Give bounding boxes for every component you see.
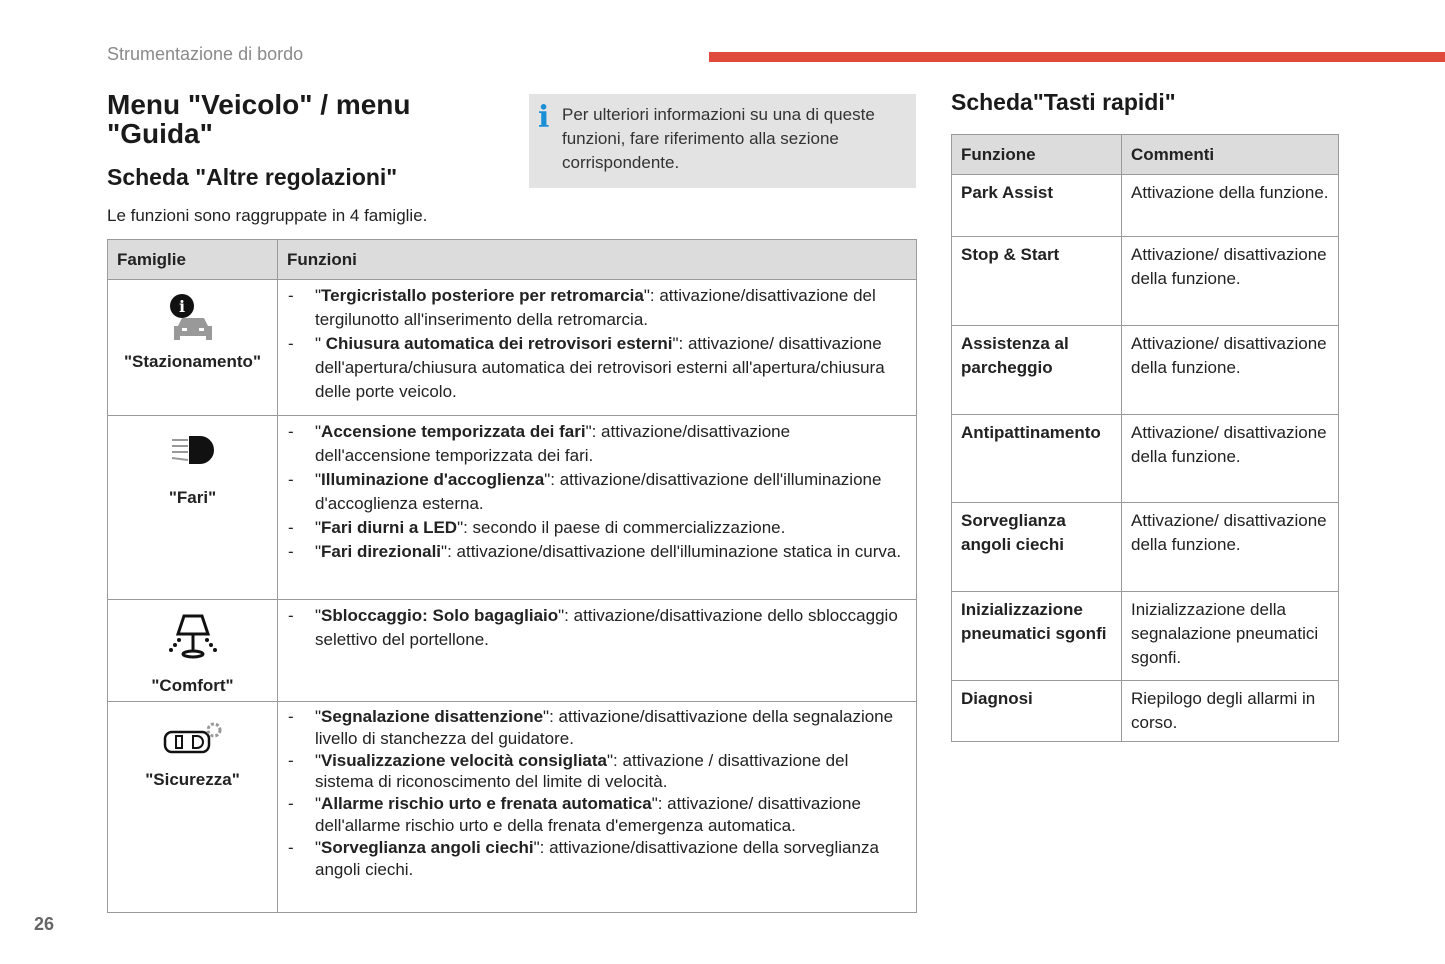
family-cell <box>108 600 278 702</box>
headlight-icon <box>170 434 216 466</box>
family-label: "Comfort" <box>151 676 234 695</box>
function-text: ": attivazione/disattivazione del tergilunotto all'inserimento della retromarcia. <box>315 286 876 329</box>
function-text: " <box>315 707 322 726</box>
function-text: Accensione temporizzata dei fari <box>321 422 586 441</box>
function-comment: Attivazione/ disattivazione della funzione. <box>1122 237 1339 326</box>
function-text: Sorveglianza angoli ciechi <box>321 837 534 857</box>
function-item <box>286 604 904 652</box>
running-header: Strumentazione di bordo <box>107 44 304 64</box>
right-section-title: Scheda"Tasti rapidi" <box>951 89 1176 115</box>
lamp-icon <box>164 612 222 662</box>
table-row <box>952 326 1339 415</box>
function-item <box>286 420 904 468</box>
section-subtitle: Scheda "Altre regolazioni" <box>107 164 398 190</box>
function-text: " <box>315 542 322 561</box>
function-text: Sbloccaggio: Solo bagagliaio <box>321 606 559 625</box>
header-funzione: Funzione <box>952 135 1122 175</box>
intro-text: Le funzioni sono raggruppate in 4 famiglie. <box>107 206 428 225</box>
function-text: ": secondo il paese di commercializzazione. <box>457 518 786 537</box>
family-label: "Fari" <box>168 488 217 507</box>
info-box <box>529 94 916 188</box>
page-title: Menu "Veicolo" / menu "Guida" <box>107 89 411 149</box>
family-label: "Sicurezza" <box>145 770 240 789</box>
function-item <box>286 332 904 404</box>
car-gear-icon <box>162 720 224 756</box>
table-row <box>952 237 1339 326</box>
function-text: " <box>315 837 322 857</box>
function-text: " <box>315 286 322 305</box>
function-comment: Attivazione/ disattivazione della funzione. <box>1122 326 1339 415</box>
function-text: ": attivazione/disattivazione dello sbloccaggio selettivo del portellone. <box>315 606 898 649</box>
accent-bar <box>709 52 1445 62</box>
function-item <box>286 837 904 881</box>
function-text: Segnalazione disattenzione <box>321 707 544 726</box>
functions-cell <box>278 702 917 913</box>
function-item <box>286 706 904 750</box>
function-text: " <box>315 606 322 625</box>
function-name: Stop & Start <box>952 237 1122 326</box>
function-name: Antipattinamento <box>952 415 1122 503</box>
table-row <box>952 503 1339 592</box>
function-name: Inizializzazione pneumatici sgonfi <box>952 592 1122 681</box>
function-text: " <box>315 422 322 441</box>
functions-cell <box>278 600 917 702</box>
shortcuts-table <box>951 134 1339 742</box>
function-text: ": attivazione/disattivazione della sorveglianza angoli ciechi. <box>315 837 879 879</box>
table-row <box>952 175 1339 237</box>
function-comment: Inizializzazione della segnalazione pneumatici sgonfi. <box>1122 592 1339 681</box>
function-text: " <box>315 518 322 537</box>
info-text: Per ulteriori informazioni su una di queste funzioni, fare riferimento alla sezione corrispondente. <box>562 105 875 172</box>
family-cell <box>108 702 278 913</box>
function-text: Illuminazione d'accoglienza <box>321 470 545 489</box>
family-cell <box>108 280 278 416</box>
function-comment: Attivazione/ disattivazione della funzione. <box>1122 415 1339 503</box>
function-text: ": attivazione/ disattivazione dell'apertura/chiusura automatica dei retrovisori esterni all'apertura/chiusura delle porte veicolo. <box>315 334 885 401</box>
function-name: Park Assist <box>952 175 1122 237</box>
function-name: Diagnosi <box>952 681 1122 742</box>
function-text: ": attivazione/ disattivazione dell'allarme rischio urto e della frenata d'emergenza automatica. <box>315 794 861 835</box>
function-item <box>286 468 904 516</box>
table-row <box>952 592 1339 681</box>
function-text: " <box>315 794 322 814</box>
function-text: ": attivazione/disattivazione dell'illuminazione d'accoglienza esterna. <box>315 470 882 513</box>
function-item <box>286 284 904 332</box>
function-text: Visualizzazione velocità consigliata <box>321 750 608 770</box>
function-text: Allarme rischio urto e frenata automatica <box>321 794 652 814</box>
family-cell <box>108 416 278 600</box>
function-text: " <box>315 750 322 770</box>
info-icon: i <box>538 100 550 135</box>
svg-text:i: i <box>178 297 185 316</box>
table-row <box>952 415 1339 503</box>
header-commenti: Commenti <box>1122 135 1339 175</box>
function-comment: Riepilogo degli allarmi in corso. <box>1122 681 1339 742</box>
functions-cell <box>278 416 917 600</box>
function-text: Chiusura automatica dei retrovisori esterni <box>325 334 673 353</box>
families-table <box>107 239 917 913</box>
header-famiglie: Famiglie <box>108 240 278 280</box>
header-funzioni: Funzioni <box>278 240 917 280</box>
function-text: Fari diurni a LED <box>321 518 458 537</box>
function-item <box>286 516 904 540</box>
table-row <box>952 681 1339 742</box>
page-number: 26 <box>34 914 55 934</box>
function-comment: Attivazione/ disattivazione della funzione. <box>1122 503 1339 592</box>
function-item <box>286 793 904 837</box>
family-label: "Stazionamento" <box>123 352 262 371</box>
function-text: Fari direzionali <box>321 542 442 561</box>
function-text: Tergicristallo posteriore per retromarcia <box>321 286 644 305</box>
function-text: ": attivazione/disattivazione della segnalazione livello di stanchezza del guidatore. <box>315 707 894 748</box>
function-text: " <box>315 334 326 353</box>
car-info-icon <box>168 292 218 344</box>
function-item <box>286 540 904 564</box>
function-text: ": attivazione / disattivazione del sistema di riconoscimento del limite di velocità. <box>315 750 849 792</box>
function-name: Assistenza al parcheggio <box>952 326 1122 415</box>
function-text: ": attivazione/disattivazione dell'accensione temporizzata dei fari. <box>315 422 791 465</box>
function-text: ": attivazione/disattivazione dell'illuminazione statica in curva. <box>441 542 902 561</box>
function-name: Sorveglianza angoli ciechi <box>952 503 1122 592</box>
function-text: " <box>315 470 322 489</box>
function-comment: Attivazione della funzione. <box>1122 175 1339 237</box>
functions-cell <box>278 280 917 416</box>
function-item <box>286 750 904 794</box>
